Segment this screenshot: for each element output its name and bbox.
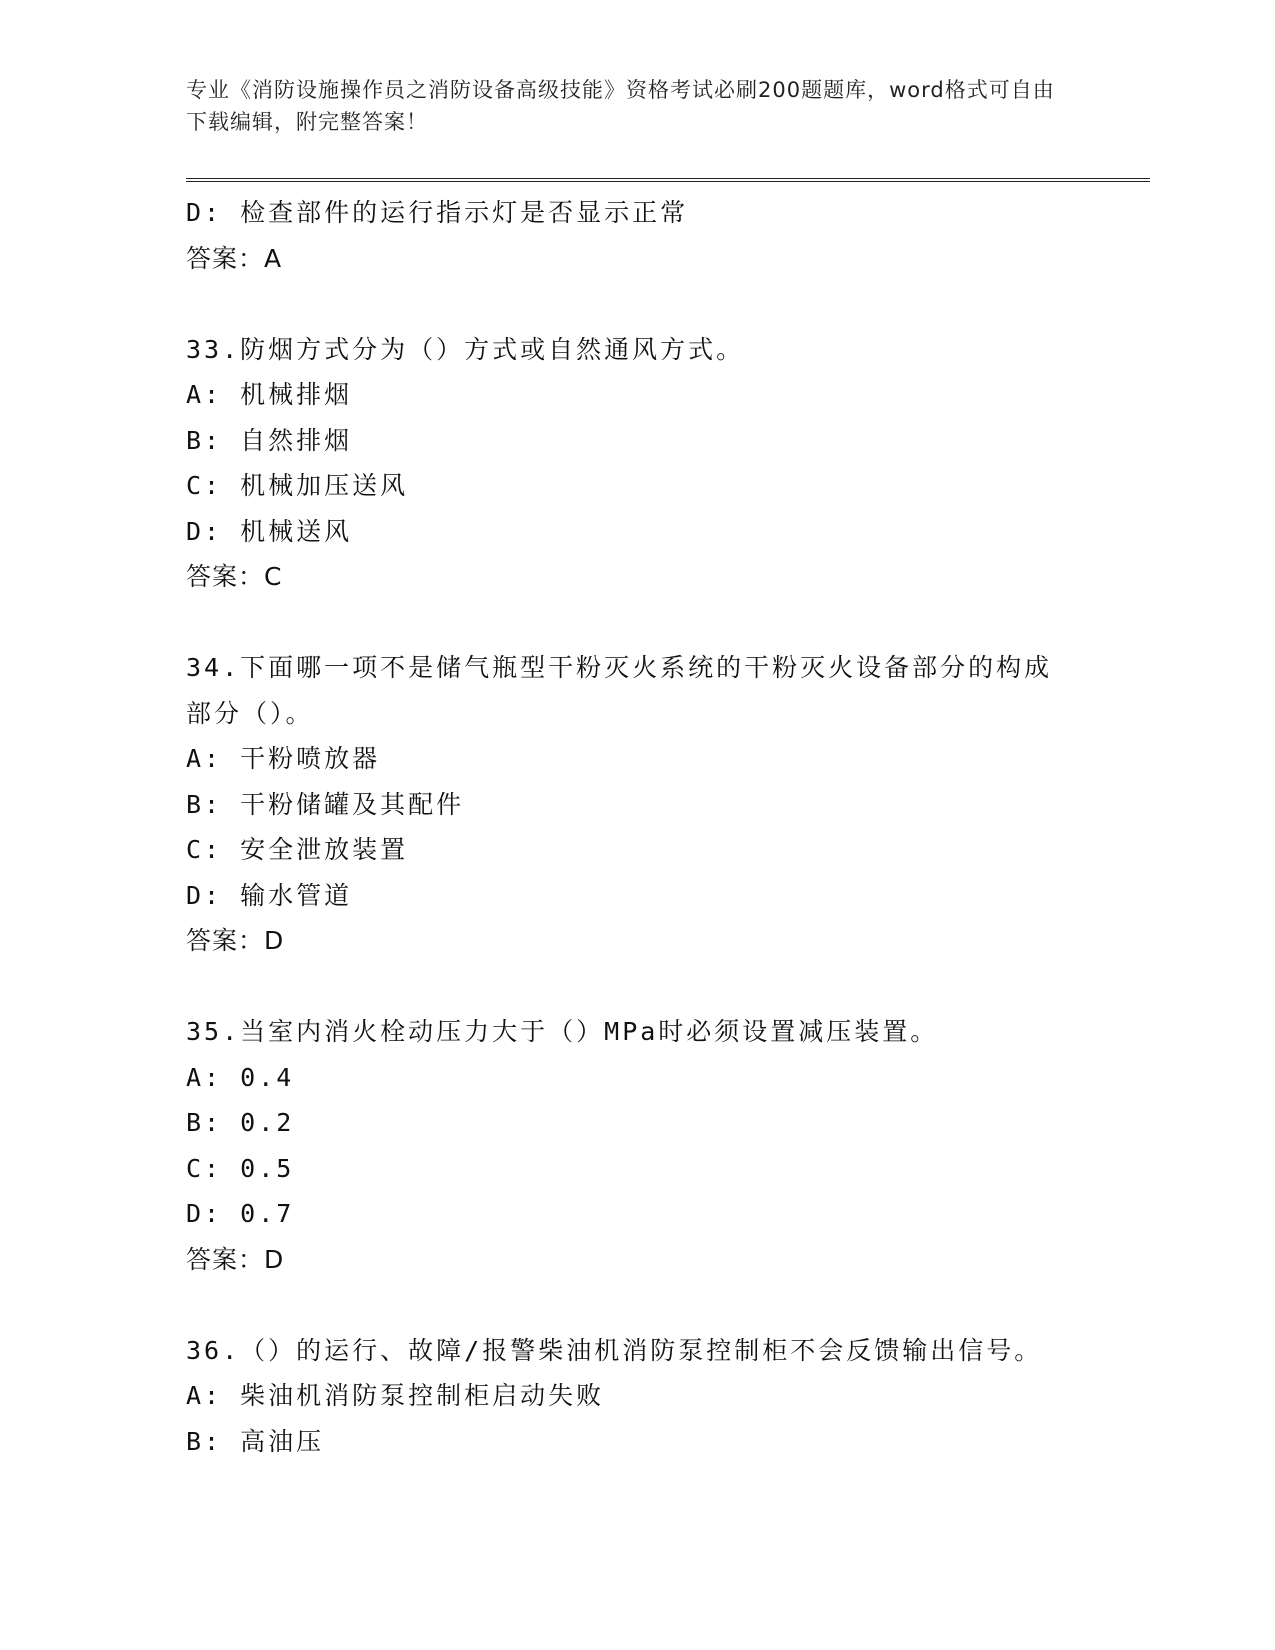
question-35 xyxy=(186,1009,1086,1282)
question-list xyxy=(186,190,1086,1464)
option-b: B: 高油压 xyxy=(186,1426,325,1456)
question-stem-line-2: 部分（）。 xyxy=(186,698,314,728)
option-b: B: 0.2 xyxy=(186,1108,295,1137)
option-c: C: 0.5 xyxy=(186,1153,295,1183)
question-36 xyxy=(186,1328,1086,1465)
option-d: D: 0.7 xyxy=(186,1199,295,1228)
option-c: C: 安全泄放装置 xyxy=(186,835,409,864)
prev-question-option-d: D: 检查部件的运行指示灯是否显示正常 xyxy=(186,198,689,227)
question-stem-line-1: 34.下面哪一项不是储气瓶型干粉灭火系统的干粉灭火设备部分的构成 xyxy=(186,653,1053,682)
option-b: B: 自然排烟 xyxy=(186,425,353,455)
option-a: A: 柴油机消防泵控制柜启动失败 xyxy=(186,1381,605,1410)
question-34 xyxy=(186,645,1086,964)
header-divider xyxy=(186,178,1150,182)
option-a: A: 0.4 xyxy=(186,1062,295,1092)
spacer xyxy=(186,1282,1086,1328)
question-answer: 答案：C xyxy=(186,562,283,591)
question-stem: 36.（）的运行、故障/报警柴油机消防泵控制柜不会反馈输出信号。 xyxy=(186,1335,1043,1365)
prev-question-answer: 答案：A xyxy=(186,243,283,273)
option-c: C: 机械加压送风 xyxy=(186,471,409,500)
page-header: 专业《消防设施操作员之消防设备高级技能》资格考试必刷200题题库，word格式可自由下载编辑，附完整答案！ xyxy=(186,78,1055,134)
option-a: A: 干粉喷放器 xyxy=(186,744,381,773)
option-d: D: 机械送风 xyxy=(186,516,353,546)
option-b: B: 干粉储罐及其配件 xyxy=(186,789,465,819)
question-answer: 答案：D xyxy=(186,1244,285,1274)
spacer xyxy=(186,600,1086,646)
question-stem: 33.防烟方式分为（）方式或自然通风方式。 xyxy=(186,334,745,364)
spacer xyxy=(186,964,1086,1010)
spacer xyxy=(186,281,1086,327)
option-d: D: 输水管道 xyxy=(186,880,353,910)
question-33 xyxy=(186,327,1086,600)
option-a: A: 机械排烟 xyxy=(186,380,353,409)
question-stem: 35.当室内消火栓动压力大于（）MPa时必须设置减压装置。 xyxy=(186,1017,939,1046)
question-answer: 答案：D xyxy=(186,926,285,955)
